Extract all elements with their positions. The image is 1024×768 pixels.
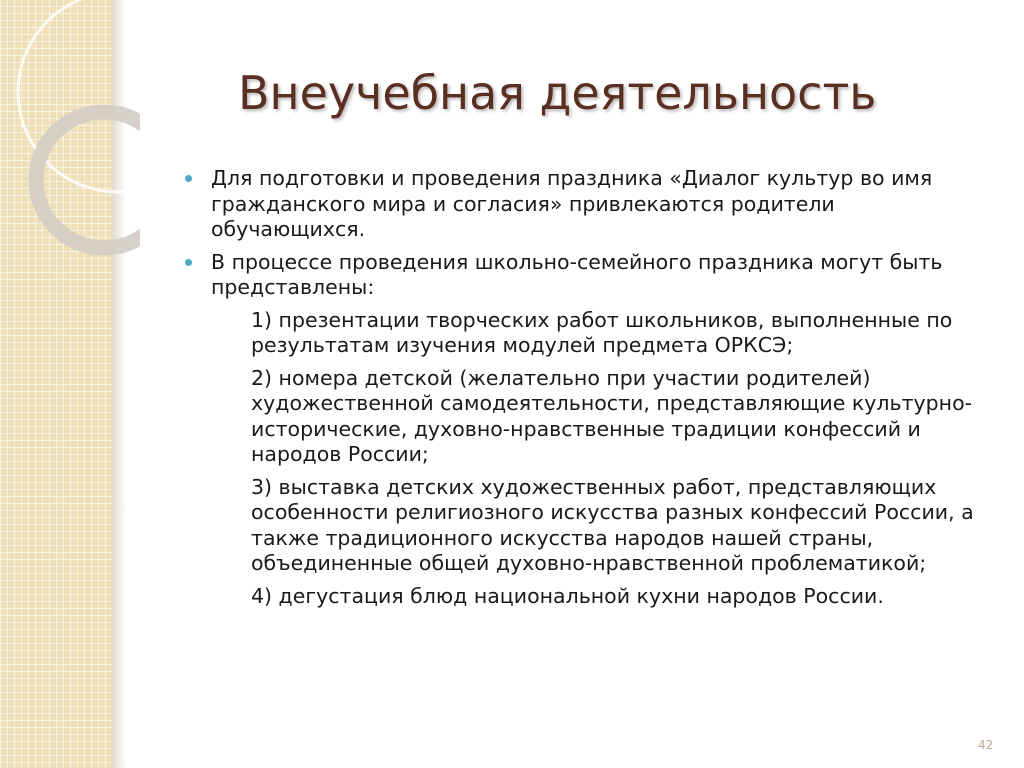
sub-item: 2) номера детской (желательно при участии родителей) художественной самодеятельности, представляющие культурно-исторические, духовно-нравственные традиции конфессий и народов России; [251,365,973,466]
bullet-item [183,166,993,243]
sub-item: 1) презентации творческих работ школьников, выполненные по результатам изучения модулей предмета ОРКСЭ; [251,307,953,357]
slide-title: Внеучебная деятельность [238,66,877,120]
decorative-ring [36,112,140,248]
slide-number: 42 [978,738,994,752]
sub-item: 3) выставка детских художественных работ, представляющих особенности религиозного искусства разных конфессий России, а также традиционного искусства народов нашей страны, объединенные общей духовно-нравственной проблематикой; [251,474,974,575]
bullet-item [183,250,993,301]
sub-item: 4) дегустация блюд национальной кухни народов России. [251,583,884,608]
bullet-dot-icon [185,259,192,266]
bullet-text: В процессе проведения школьно-семейного праздника могут быть представлены: [211,249,943,299]
decorative-circles [0,0,140,300]
bullet-text: Для подготовки и проведения праздника «Диалог культур во имя гражданского мира и согласия» привлекаются родители обучающихся. [211,166,933,241]
slide-content [183,166,993,616]
bullet-dot-icon [185,175,192,182]
